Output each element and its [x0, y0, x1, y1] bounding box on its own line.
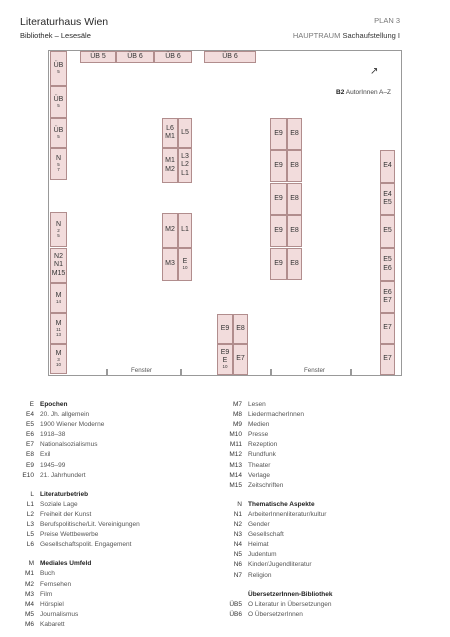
shelf-left-wall: [50, 248, 67, 283]
room-name: Sachaufstellung I: [342, 31, 400, 40]
window-mark: [106, 369, 108, 376]
legend-item: L1 Soziale Lage: [26, 500, 78, 508]
shelf-label: E5: [383, 199, 392, 206]
legend-item: M4 Hörspiel: [24, 600, 64, 608]
shelf-e-pair: [287, 248, 302, 280]
shelf-label: 5: [57, 162, 60, 168]
room-prefix: HAUPTRAUM: [292, 31, 341, 40]
shelf-label: E5: [383, 227, 392, 235]
shelf-label: E9: [274, 161, 283, 169]
shelf-right-wall: [380, 150, 395, 183]
shelf-label: 5: [57, 69, 60, 75]
shelf-center-b: [162, 213, 178, 248]
legend-group-heading: N Thematische Aspekte: [237, 500, 315, 508]
legend-item: L2 Freiheit der Kunst: [26, 510, 92, 518]
shelf-label: L2: [181, 161, 189, 169]
shelf-label: 10: [222, 364, 228, 370]
shelf-label: M2: [165, 226, 175, 234]
legend-item: M1 Buch: [24, 570, 55, 578]
legend-item: M2 Fernsehen: [24, 580, 72, 588]
shelf-label: E8: [290, 129, 299, 137]
shelf-label: E8: [290, 194, 299, 202]
legend-item: N6 Kinder/Jugendliteratur: [233, 561, 312, 569]
legend-item: E5 1900 Wiener Moderne: [26, 421, 105, 429]
legend-item: E10 21. Jahrhundert: [22, 471, 86, 479]
shelf-e-pair: [270, 215, 287, 247]
shelf-label: L3: [181, 153, 189, 161]
shelf-e-pair: [287, 215, 302, 247]
shelf-label: E9: [274, 129, 283, 137]
shelf-label: E: [222, 357, 228, 365]
shelf-label: 7: [57, 167, 60, 173]
shelf-label: ÜB 6: [222, 52, 238, 60]
legend-group-heading: M Mediales Umfeld: [28, 560, 92, 568]
shelf-e-pair: [270, 183, 287, 215]
shelf-left-wall: [50, 148, 67, 180]
shelf-label: L1: [181, 169, 189, 177]
shelf-e-pair: [270, 150, 287, 182]
shelf-label: 3: [57, 357, 60, 363]
legend-item: E8 Exil: [26, 451, 51, 459]
shelf-label: 2: [57, 227, 60, 233]
shelf-label: E4: [383, 190, 392, 198]
shelf-left-wall: [50, 313, 67, 344]
shelf-center-b: [178, 248, 192, 281]
legend-item: M5 Journalismus: [24, 610, 79, 618]
shelf-label: E9: [274, 194, 283, 202]
shelf-e-pair: [270, 248, 287, 280]
shelf-label: M: [55, 350, 62, 358]
shelf-label: E7: [383, 324, 392, 332]
shelf-e-pair: [287, 183, 302, 215]
shelf-label: N: [55, 155, 62, 163]
shelf-label: M15: [51, 269, 66, 277]
legend-item: M11 Rezeption: [229, 441, 278, 449]
legend-item: ÜB5 O Literatur in Übersetzungen: [229, 600, 332, 608]
shelf-label: M1: [165, 157, 175, 165]
shelf-label: M1: [165, 133, 175, 140]
b2-label: B2 AutorInnen A–Z: [336, 89, 391, 96]
shelf-label: M3: [165, 260, 175, 268]
legend-item: N7 Religion: [233, 571, 272, 579]
arrow-up-right-icon: ↗: [370, 66, 379, 77]
shelf-label: E4: [383, 162, 392, 170]
shelf-label: 13: [55, 331, 61, 337]
shelf-left-wall: [50, 51, 67, 86]
shelf-label: ÜB: [53, 126, 64, 134]
legend-item: L5 Preise Wettbewerbe: [26, 531, 99, 539]
shelf-label: E8: [290, 161, 299, 169]
shelf-label: E7: [236, 355, 245, 363]
shelf-top: [154, 51, 192, 63]
shelf-label: 5: [57, 102, 60, 108]
legend-group-heading: L Literaturbetrieb: [30, 490, 89, 498]
legend-group-heading: ÜbersetzerInnen-Bibliothek: [248, 590, 333, 598]
shelf-label: E7: [383, 355, 392, 363]
shelf-e-pair: [287, 150, 302, 182]
shelf-label: E: [182, 258, 188, 265]
shelf-e-pair: [270, 118, 287, 150]
shelf-center-a: [178, 148, 192, 183]
legend-item: E6 1918–38: [26, 431, 66, 439]
legend-item: M13 Theater: [229, 461, 271, 469]
window-label: Fenster: [304, 367, 325, 374]
shelf-label: E6: [383, 288, 392, 296]
shelf-left-wall: [50, 212, 67, 247]
legend-item: M14 Verlage: [229, 471, 271, 479]
shelf-label: 14: [55, 298, 61, 304]
shelf-center-a: [162, 118, 178, 148]
shelf-label: L1: [181, 226, 189, 234]
legend-item: M3 Film: [24, 590, 53, 598]
shelf-label: ÜB: [53, 62, 64, 69]
shelf-bottom-e: [233, 344, 248, 375]
shelf-label: ÜB: [53, 95, 64, 103]
shelf-top: [204, 51, 256, 63]
legend-item: N5 Judentum: [233, 551, 277, 559]
window-mark: [180, 369, 182, 376]
shelf-label: E9: [274, 259, 283, 267]
shelf-right-wall: [380, 215, 395, 248]
shelf-label: N1: [54, 261, 63, 269]
shelf-label: 10: [182, 265, 188, 271]
shelf-label: E6: [383, 264, 392, 272]
shelf-right-wall: [380, 313, 395, 344]
legend-item: N4 Heimat: [233, 541, 269, 549]
legend-item: L6 Gesellschaftspolit. Engagement: [26, 541, 132, 549]
shelf-e-pair: [287, 118, 302, 150]
shelf-label: N: [55, 220, 62, 228]
legend-item: E4 20. Jh. allgemein: [26, 411, 90, 419]
shelf-label: E8: [290, 259, 299, 267]
legend-item: E9 1945–99: [26, 461, 66, 469]
window-mark: [270, 369, 272, 376]
shelf-label: ÜB 6: [165, 52, 181, 60]
shelf-right-wall: [380, 248, 395, 281]
shelf-label: E7: [383, 297, 392, 304]
shelf-label: M: [55, 319, 62, 327]
shelf-label: E8: [290, 226, 299, 234]
shelf-label: ÜB 6: [127, 52, 143, 60]
shelf-label: L5: [181, 128, 189, 136]
legend-item: M10 Presse: [229, 431, 269, 439]
legend-item: ÜB6 O ÜbersetzerInnen: [229, 610, 303, 618]
legend-item: N1 ArbeiterInnenliteratur/kultur: [233, 510, 327, 518]
shelf-right-wall: [380, 344, 395, 375]
shelf-right-wall: [380, 183, 395, 215]
legend-item: M15 Zeitschriften: [229, 481, 284, 489]
shelf-left-wall: [50, 283, 67, 313]
shelf-left-wall: [50, 344, 67, 374]
legend-right: [220, 400, 333, 620]
legend-item: M12 Rundfunk: [229, 451, 276, 459]
shelf-bottom-e: [233, 314, 248, 344]
shelf-label: ÜB 5: [90, 52, 106, 60]
shelf-bottom-e: [217, 344, 233, 375]
shelf-top: [116, 51, 154, 63]
shelf-center-a: [162, 148, 178, 183]
shelf-right-wall: [380, 281, 395, 313]
shelf-label: M2: [165, 165, 175, 173]
shelf-left-wall: [50, 118, 67, 148]
shelf-center-b: [178, 213, 192, 248]
shelf-label: L6: [166, 124, 174, 132]
legend-left: [12, 400, 140, 630]
legend-item: M9 Medien: [232, 421, 270, 429]
window-label: Fenster: [131, 367, 152, 374]
shelf-label: E9: [220, 324, 230, 332]
legend-item: M7 Lesen: [232, 401, 266, 408]
shelf-left-wall: [50, 86, 67, 118]
page-title: Literaturhaus Wien: [20, 16, 109, 28]
shelf-top: [80, 51, 116, 63]
shelf-label: 11: [56, 326, 61, 332]
shelf-label: 5: [57, 232, 60, 238]
shelf-center-b: [162, 248, 178, 281]
legend-item: N3 Gesellschaft: [233, 531, 284, 539]
shelf-label: E9: [274, 226, 283, 234]
shelf-bottom-e: [217, 314, 233, 344]
shelf-label: 5: [57, 133, 60, 139]
room-title: [293, 31, 400, 40]
legend-item: M8 LiedermacherInnen: [232, 411, 305, 419]
shelf-label: E5: [383, 256, 392, 264]
plan-number: PLAN 3: [374, 16, 400, 25]
shelf-label: N2: [54, 253, 63, 261]
legend-item: E7 Nationalsozialismus: [26, 441, 98, 449]
window-mark: [350, 369, 352, 376]
legend-item: L3 Berufspolitische/Lit. Vereinigungen: [26, 521, 140, 529]
shelf-label: E9: [220, 348, 230, 356]
page-subtitle: Bibliothek – Lesesäle: [20, 31, 91, 40]
legend-item: N2 Gender: [233, 521, 270, 529]
shelf-label: 10: [55, 362, 61, 368]
shelf-center-a: [178, 118, 192, 148]
shelf-label: M: [55, 291, 62, 299]
legend-item: M6 Kabarett: [24, 620, 65, 628]
legend-group-heading: E Epochen: [29, 401, 68, 408]
shelf-label: E8: [236, 324, 245, 332]
